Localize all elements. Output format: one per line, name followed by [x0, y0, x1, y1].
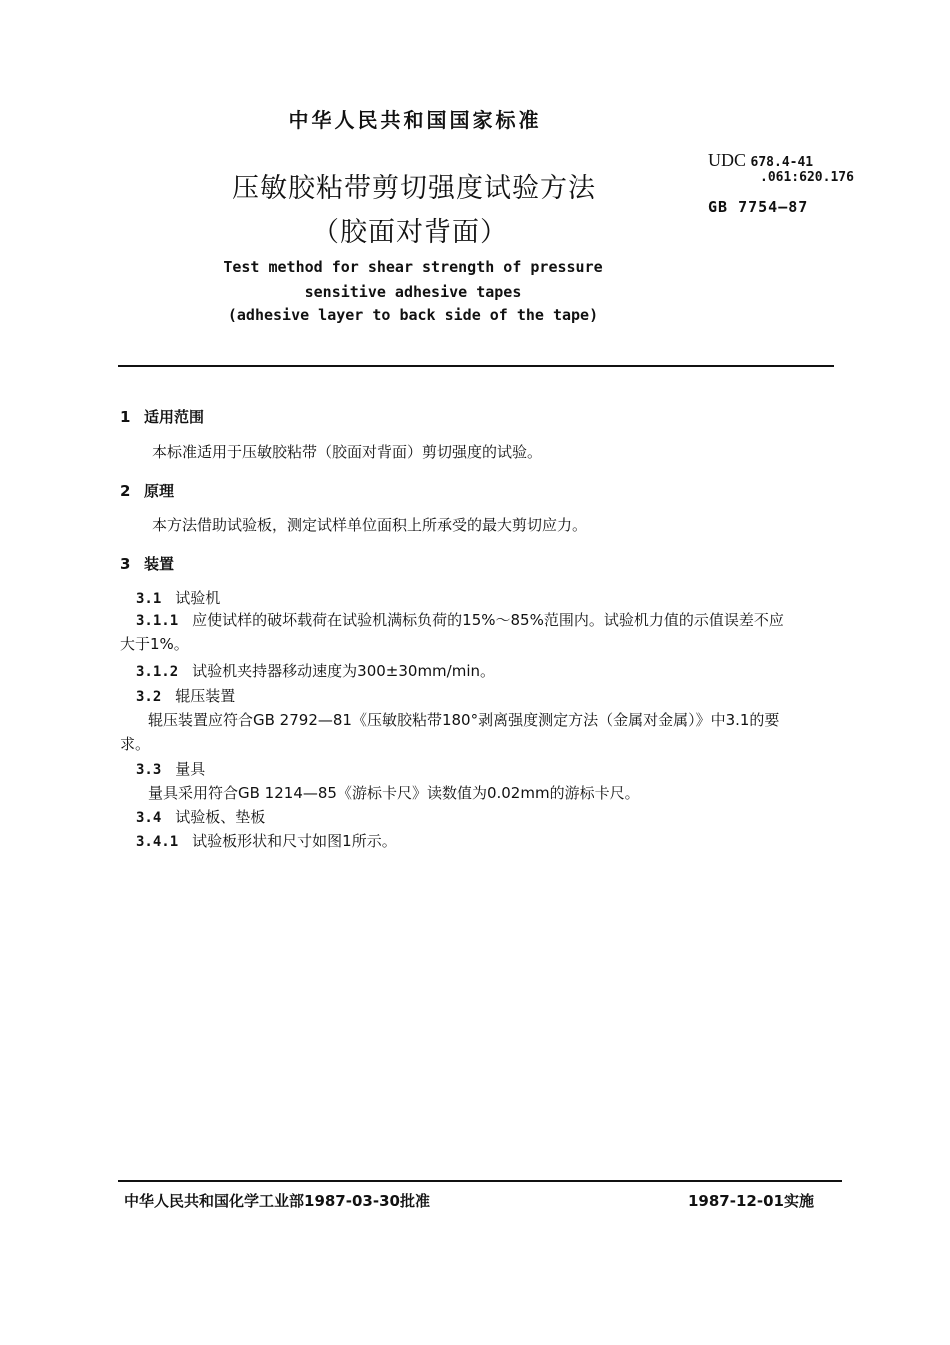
title-en-line2: sensitive adhesive tapes: [304, 283, 522, 301]
udc-line1: 678.4-41: [750, 155, 814, 170]
section-1-text: 本标准适用于压敏胶粘带（胶面对背面）剪切强度的试验。: [152, 443, 543, 461]
section-3-2-heading: 3.2 辊压装置: [136, 687, 236, 705]
section-3-1-heading: 3.1 试验机: [136, 589, 221, 607]
section-3-1-1-text-cont: 大于1%。: [120, 635, 189, 653]
title-en-line1: Test method for shear strength of pressure: [223, 258, 603, 276]
section-3-3-heading: 3.3 量具: [136, 760, 206, 778]
document-title-zh: 压敏胶粘带剪切强度试验方法: [232, 173, 596, 204]
section-2-heading: 2 原理: [120, 482, 175, 500]
udc-label: UDC: [708, 150, 747, 170]
gb-number: GB 7754—87: [708, 198, 809, 216]
footer-divider: [118, 1180, 842, 1182]
section-3-4-1-text: 3.4.1 试验板形状和尺寸如图1所示。: [136, 832, 397, 850]
udc-code: [708, 150, 813, 171]
section-3-1-1-text: 3.1.1 应使试样的破坏载荷在试验机满标负荷的15%～85%范围内。试验机力值的示值误差不应: [136, 611, 784, 629]
standard-title: 中华人民共和国国家标准: [288, 108, 542, 132]
section-3-2-text: 辊压装置应符合GB 2792—81《压敏胶粘带180°剥离强度测定方法（金属对金属）》中3.1的要: [148, 711, 780, 729]
section-1-heading: 1 适用范围: [120, 408, 205, 426]
section-3-3-text: 量具采用符合GB 1214—85《游标卡尺》读数值为0.02mm的游标卡尺。: [148, 784, 640, 802]
section-3-1-2-text: 3.1.2 试验机夹持器移动速度为300±30mm/min。: [136, 662, 496, 680]
section-3-2-text-cont: 求。: [120, 735, 151, 753]
header-divider: [118, 365, 834, 367]
section-3-4-heading: 3.4 试验板、垫板: [136, 808, 266, 826]
section-3-heading: 3 装置: [120, 555, 175, 573]
title-en-line3: (adhesive layer to back side of the tape): [227, 306, 599, 324]
document-subtitle-zh: （胶面对背面）: [312, 217, 508, 248]
udc-line2: .061:620.176: [760, 170, 854, 185]
section-2-text: 本方法借助试验板，测定试样单位面积上所承受的最大剪切应力。: [152, 516, 588, 534]
effective-date: 1987-12-01实施: [688, 1192, 814, 1210]
approval-note: 中华人民共和国化学工业部1987-03-30批准: [124, 1192, 430, 1210]
